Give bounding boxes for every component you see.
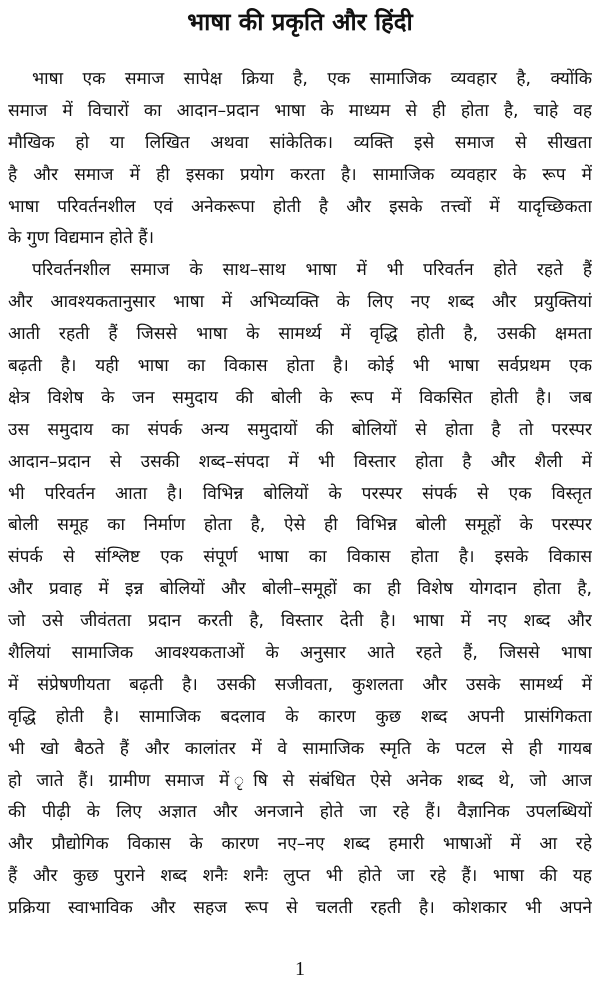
text-line: और प्रवाह में इन्न बोलियों और बोली–समूहों का ही विशेष योगदान होता है, bbox=[8, 579, 592, 600]
text-line: और आवश्यकतानुसार भाषा में अभिव्यक्ति के लिए नए शब्द और प्रयुक्तियां bbox=[8, 292, 592, 313]
text-line: हो जाते हैं। ग्रामीण समाज में ृषि से संबंधित ऐसे अनेक शब्द थे, जो आज bbox=[8, 770, 592, 791]
text-line: भी परिवर्तन आता है। विभिन्न बोलियों के परस्पर संपर्क से एक विस्तृत bbox=[8, 483, 592, 504]
text-line: भी खो बैठते हैं और कालांतर में वे सामाजिक स्मृति के पटल से ही गायब bbox=[8, 738, 592, 759]
text-line: आदान–प्रदान से उसकी शब्द–संपदा में भी विस्तार होता है और शैली में bbox=[8, 451, 592, 472]
text-line: शैलियां सामाजिक आवश्यकताओं के अनुसार आते रहते हैं, जिससे भाषा bbox=[8, 643, 592, 664]
page-number: 1 bbox=[295, 958, 305, 980]
text-line: वृद्धि होती है। सामाजिक बदलाव के कारण कुछ शब्द अपनी प्रासंगिकता bbox=[8, 706, 592, 727]
text-line: में संप्रेषणीयता बढ़ती है। उसकी सजीवता, कुशलता और उसके सामर्थ्य में bbox=[8, 674, 592, 695]
paragraph-1 bbox=[8, 64, 592, 255]
text-line: है और समाज में ही इसका प्रयोग करता है। सामाजिक व्यवहार के रूप में bbox=[8, 164, 592, 185]
text-line: और प्रौद्योगिक विकास के कारण नए–नए शब्द हमारी भाषाओं में आ रहे bbox=[8, 834, 592, 855]
text-line: आती रहती हैं जिससे भाषा के सामर्थ्य में वृद्धि होती है, उसकी क्षमता bbox=[8, 324, 592, 345]
page-title: भाषा की प्रकृति और हिंदी bbox=[187, 8, 413, 36]
text-line: उस समुदाय का संपर्क अन्य समुदायों की बोलियों से होता है तो परस्पर bbox=[8, 419, 592, 440]
text-line: की पीढ़ी के लिए अज्ञात और अनजाने होते जा रहे हैं। वैज्ञानिक उपलब्धियों bbox=[8, 802, 592, 823]
text-line: संपर्क से संश्लिष्ट एक संपूर्ण भाषा का विकास होता है। इसके विकास bbox=[8, 547, 592, 568]
text-line: हैं और कुछ पुराने शब्द शनैः शनैः लुप्त भी होते जा रहे हैं। भाषा की यह bbox=[8, 866, 592, 887]
text-line: क्षेत्र विशेष के जन समुदाय की बोली के रूप में विकसित होती है। जब bbox=[8, 387, 592, 408]
text-line: मौखिक हो या लिखित अथवा सांकेतिक। व्यक्ति इसे समाज से सीखता bbox=[8, 132, 592, 153]
text-line: समाज में विचारों का आदान–प्रदान भाषा के माध्यम से ही होता है, चाहे वह bbox=[8, 100, 592, 121]
paragraph-2 bbox=[8, 255, 592, 925]
text-line: प्रक्रिया स्वाभाविक और सहज रूप से चलती रहती है। कोशकार भी अपने bbox=[8, 898, 592, 919]
body-text bbox=[8, 64, 592, 925]
text-line: के गुण विद्यमान होते हैं। bbox=[8, 228, 155, 249]
text-line: बोली समूह का निर्माण होता है, ऐसे ही विभिन्न बोली समूहों के परस्पर bbox=[8, 515, 592, 536]
text-line: भाषा एक समाज सापेक्ष क्रिया है, एक सामाजिक व्यवहार है, क्योंकि bbox=[32, 69, 592, 89]
text-line: परिवर्तनशील समाज के साथ–साथ भाषा में भी परिवर्तन होते रहते हैं bbox=[32, 260, 592, 281]
text-line: बढ़ती है। यही भाषा का विकास होता है। कोई भी भाषा सर्वप्रथम एक bbox=[8, 356, 592, 377]
text-line: जो उसे जीवंतता प्रदान करती है, विस्तार देती है। भाषा में नए शब्द और bbox=[8, 611, 592, 632]
text-line: भाषा परिवर्तनशील एवं अनेकरूपा होती है और इसके तत्त्वों में यादृच्छिकता bbox=[8, 196, 592, 217]
